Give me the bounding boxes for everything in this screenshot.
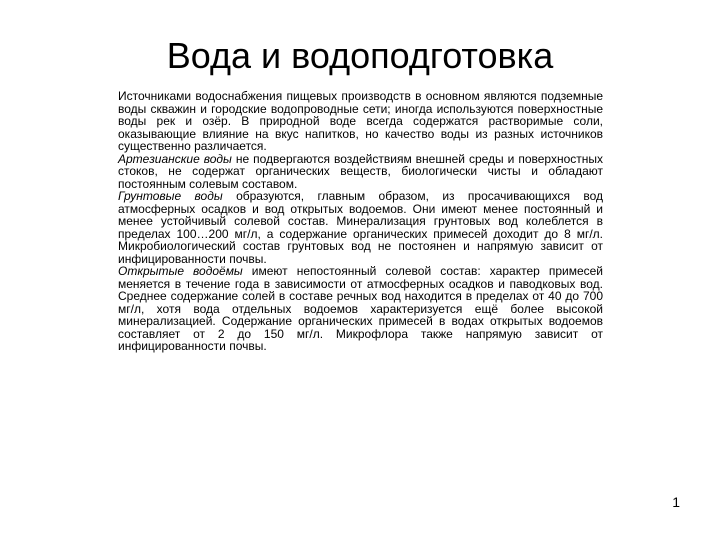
paragraph-text: Источниками водоснабжения пищевых производств в основном являются подземные воды скважин и городские водопроводные сети; иногда используются поверхностные воды рек и озёр. В природной воде всегда содержатся растворимые соли, оказывающие влияние на вкус напитков, но качество воды из разных источников существенно различается. [118, 89, 603, 153]
paragraph-lead-term: Грунтовые воды [118, 189, 223, 203]
paragraph-water-sources [118, 90, 603, 153]
slide-title: Вода и водоподготовка [166, 35, 554, 76]
paragraph-text: не подвергаются воздействиям внешней среды и поверхностных стоков, не содержат органических веществ, биологически чисты и обладают постоянным солевым составом. [118, 151, 603, 191]
paragraph-text: имеют непостоянный солевой состав: характер примесей меняется в течение года в зависимости от атмосферных осадков и паводковых вод. Среднее содержание солей в составе речных вод находится в пределах от 40 до 700 мг/л, хотя вода отдельных водоемов характеризуется ещё более высокой минерализацией. Содержание органических примесей в водах открытых водоемов составляет от 2 до 150 мг/л. Микрофлора также напрямую зависит от инфицированности почвы. [118, 264, 604, 353]
slide-body [118, 90, 603, 353]
paragraph-lead-term: Открытые водоёмы [118, 264, 243, 278]
paragraph-lead-term: Артезианские воды [118, 151, 232, 166]
paragraph-text: образуются, главным образом, из просачивающихся вод атмосферных осадков и вод открытых водоемов. Они имеют менее постоянный и менее устойчивый солевой состав. Минерализация грунтовых вод колеблется в пределах 100…200 мг/л, а содержание органических примесей доходит до 8 мг/л. Микробиологический состав грунтовых вод не постоянен и напрямую зависит от инфицированности почвы. [118, 189, 603, 266]
page-number: 1 [672, 494, 680, 510]
paragraph-open-reservoirs [118, 265, 603, 353]
paragraph-ground-water [118, 190, 603, 265]
paragraph-artesian-water [118, 153, 603, 191]
